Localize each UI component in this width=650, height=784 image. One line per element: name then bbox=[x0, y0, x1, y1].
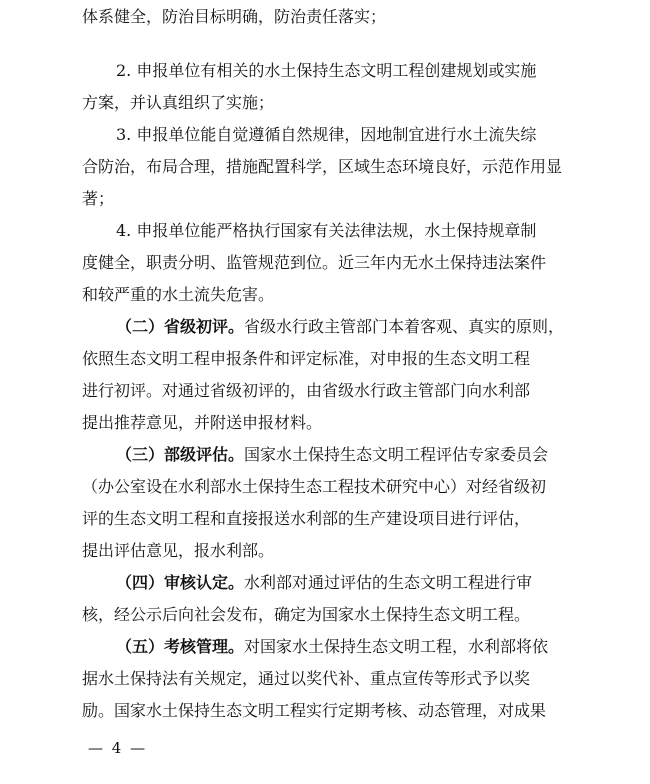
section-ministerial-line bbox=[116, 444, 582, 466]
text-line: （办公室设在水利部水土保持生态工程技术研究中心）对经省级初 bbox=[82, 477, 547, 496]
section-provincial-line bbox=[116, 316, 582, 338]
text-line: 依照生态文明工程申报条件和评定标准，对申报的生态文明工程 bbox=[82, 349, 531, 368]
section-text: 对国家水土保持生态文明工程，水利部将依 bbox=[244, 637, 549, 656]
text-line: 据水土保持法有关规定，通过以奖代补、重点宣传等形式予以奖 bbox=[82, 669, 531, 688]
section-heading-provincial: （二）省级初评。 bbox=[116, 317, 245, 336]
section-heading-ministerial: （三）部级评估。 bbox=[116, 445, 245, 464]
text-line: 励。国家水土保持生态文明工程实行定期考核、动态管理，对成果 bbox=[82, 701, 547, 720]
section-text: 省级水行政主管部门本着客观、真实的原则， bbox=[244, 317, 565, 336]
item-2-line: 2. 申报单位有相关的水土保持生态文明工程创建规划或实施 bbox=[116, 61, 537, 80]
text-line: 体系健全，防治目标明确，防治责任落实； bbox=[82, 7, 387, 26]
section-heading-approval: （四）审核认定。 bbox=[116, 573, 245, 592]
text-line: 核，经公示后向社会发布，确定为国家水土保持生态文明工程。 bbox=[82, 605, 531, 624]
text-line: 提出评估意见，报水利部。 bbox=[82, 541, 275, 560]
text-line: 进行初评。对通过省级初评的，由省级水行政主管部门向水利部 bbox=[82, 381, 531, 400]
section-management-line bbox=[116, 636, 582, 658]
text-line: 度健全，职责分明、监管规范到位。近三年内无水土保持违法案件 bbox=[82, 253, 547, 272]
text-line: 方案，并认真组织了实施； bbox=[82, 93, 275, 112]
page-number: — 4 — bbox=[88, 739, 148, 757]
section-text: 国家水土保持生态文明工程评估专家委员会 bbox=[244, 445, 549, 464]
text-line: 合防治，布局合理，措施配置科学，区域生态环境良好，示范作用显 bbox=[82, 157, 563, 176]
item-4-line: 4. 申报单位能严格执行国家有关法律法规，水土保持规章制 bbox=[116, 221, 537, 240]
text-line: 和较严重的水土流失危害。 bbox=[82, 285, 275, 304]
item-3-line: 3. 申报单位能自觉遵循自然规律，因地制宜进行水土流失综 bbox=[116, 125, 537, 144]
section-approval-line bbox=[116, 572, 582, 594]
text-line: 提出推荐意见，并附送申报材料。 bbox=[82, 413, 323, 432]
section-heading-management: （五）考核管理。 bbox=[116, 637, 245, 656]
text-line: 著； bbox=[82, 189, 115, 208]
section-text: 水利部对通过评估的生态文明工程进行审 bbox=[244, 573, 533, 592]
text-line: 评的生态文明工程和直接报送水利部的生产建设项目进行评估， bbox=[82, 509, 531, 528]
